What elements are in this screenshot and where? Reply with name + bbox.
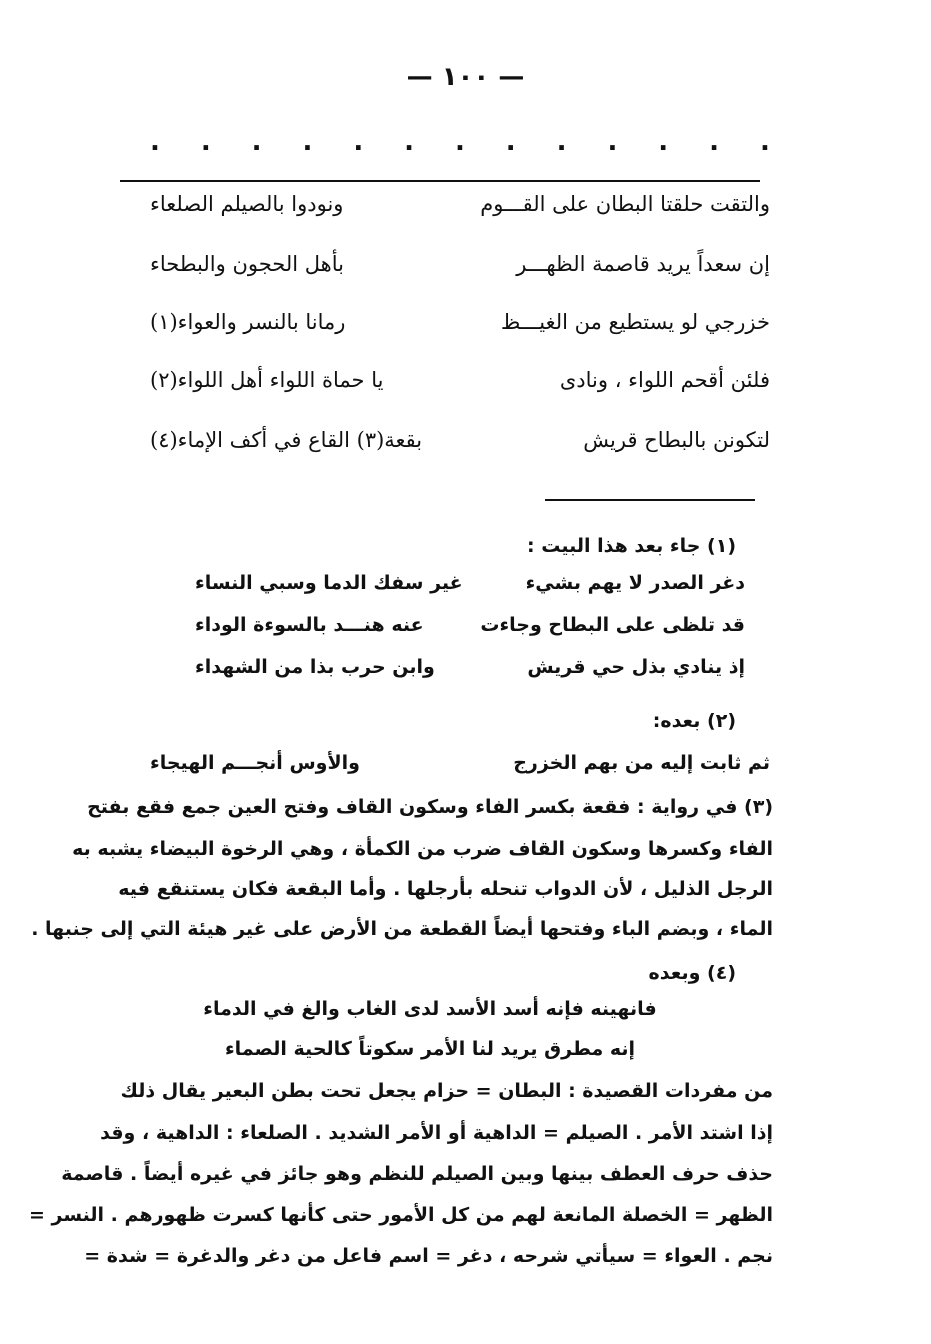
verse-first-hemistich: إذ ينادي بذل حي قريش — [527, 656, 745, 678]
verse-second-hemistich: وابن حرب بذا من الشهداء — [195, 656, 435, 678]
dot: . — [302, 127, 313, 157]
verse-second-hemistich: غير سفك الدما وسبي النساء — [195, 572, 463, 594]
dot: . — [505, 127, 516, 157]
verse-second-hemistich: ونودوا بالصيلم الصلعاء — [150, 192, 344, 216]
footnote-verse — [195, 614, 745, 636]
page-number: — ١٠٠ — — [406, 62, 525, 92]
vocabulary-line: الظهر = الخصلة المانعة لهم من كل الأمور حتى كأنها كسرت ظهورهم . النسر = — [28, 1204, 773, 1226]
footnote-3-line: الفاء وكسرها وسكون القاف ضرب من الكمأة ، وهي الرخوة البيضاء يشبه به — [72, 838, 773, 860]
footnote-verse — [195, 572, 745, 594]
dot: . — [353, 127, 364, 157]
poem-verse — [150, 368, 770, 392]
footnote-4-verse: إنه مطرق يريد لنا الأمر سكوتاً كالحية الصماء — [224, 1038, 636, 1060]
dot: . — [709, 127, 719, 157]
poem-verse — [150, 428, 770, 452]
dot: . — [404, 127, 415, 157]
dot: . — [251, 127, 262, 157]
footnote-3-line: الرجل الذليل ، لأن الدواب تنحله بأرجلها . وأما البقعة فكان يستنقع فيه — [118, 878, 773, 900]
vocabulary-line: من مفردات القصيدة : البطان = حزام يجعل تحت بطن البعير يقال ذلك — [120, 1080, 773, 1102]
dot: . — [607, 127, 618, 157]
footnote-verse — [195, 656, 745, 678]
poem-verse — [150, 310, 770, 334]
dot: . — [658, 127, 669, 157]
verse-second-hemistich: يا حماة اللواء أهل اللواء(٢) — [150, 368, 384, 392]
dot: . — [454, 127, 465, 157]
top-rule — [120, 180, 760, 182]
footnote-4-heading: (٤) وبعده — [648, 962, 736, 984]
verse-first-hemistich: فلئن أقحم اللواء ، ونادى — [559, 368, 770, 392]
vocabulary-line: إذا اشتد الأمر . الصيلم = الداهية أو الأمر الشديد . الصلعاء : الداهية ، وقد — [100, 1122, 773, 1144]
footnote-2-heading: (٢) بعده: — [652, 710, 736, 732]
footnote-3-line: الماء ، وبضم الباء وفتحها أيضاً القطعة من الأرض على غير هيئة التي إلى جنبها . — [31, 918, 773, 940]
verse-second-hemistich: والأوس أنجـــم الهيجاء — [150, 752, 360, 774]
footnote-verse — [150, 752, 770, 774]
dot: . — [759, 127, 770, 157]
verse-second-hemistich: عنه هنـــد بالسوءة الوداء — [195, 614, 424, 636]
verse-first-hemistich: لتكونن بالبطاح قريش — [583, 428, 770, 452]
verse-second-hemistich: بأهل الحجون والبطحاء — [150, 252, 344, 276]
dot: . — [200, 127, 211, 157]
footnote-4-verse: فانهينه فإنه أسد الأسد لدى الغاب والغ في الدماء — [203, 998, 657, 1020]
vocabulary-line: حذف حرف العطف بينها وبين الصيلم للنظم وهو جائز في غيره أيضاً . قاصمة — [61, 1163, 773, 1185]
poem-verse — [150, 252, 770, 276]
poem-verse — [150, 192, 770, 216]
footnote-1-heading: (١) جاء بعد هذا البيت : — [527, 535, 736, 557]
verse-second-hemistich: رمانا بالنسر والعواء(١) — [150, 310, 346, 334]
verse-first-hemistich: خزرجي لو يستطيع من الغيـــظ — [500, 310, 770, 334]
verse-first-hemistich: إن سعداً يريد قاصمة الظهـــر — [516, 252, 770, 276]
verse-first-hemistich: ثم ثابت إليه من بهم الخزرج — [513, 752, 770, 774]
footnote-rule — [545, 499, 755, 501]
verse-first-hemistich: والتقت حلقتا البطان على القـــوم — [480, 192, 770, 216]
separator-dots — [150, 127, 770, 157]
footnote-3-line: (٣) في رواية : فقعة بكسر الفاء وسكون القاف وفتح العين جمع فقع بفتح — [87, 796, 773, 818]
verse-second-hemistich: بقعة(٣) القاع في أكف الإماء(٤) — [150, 428, 423, 452]
vocabulary-line: نجم . العواء = سيأتي شرحه ، دغر = اسم فاعل من دغر والدغرة = شدة = — [84, 1245, 773, 1267]
dot: . — [556, 127, 567, 157]
verse-first-hemistich: دغر الصدر لا يهم بشيء — [525, 572, 745, 594]
verse-first-hemistich: قد تلظى على البطاح وجاءت — [480, 614, 745, 636]
dot: . — [150, 127, 160, 157]
